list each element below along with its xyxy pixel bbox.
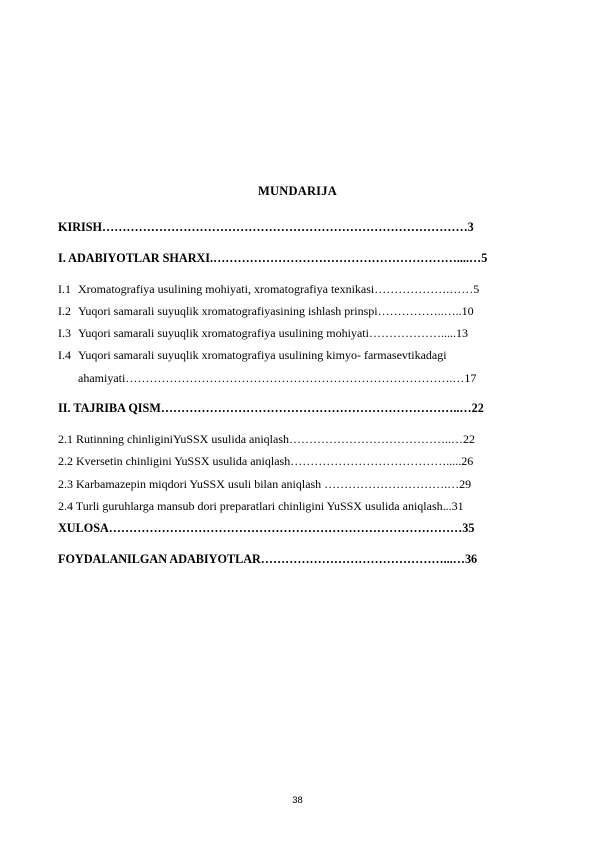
toc-entry-text: Xromatografiya usulining mohiyati, xromatografiya texnikasi……………….……5: [78, 282, 480, 296]
toc-entry-text: 2.1 Rutinning chinliginiYuSSX usulida aniqlash…………………………………..…22: [58, 432, 476, 446]
toc-entry-text: 2.2 Kversetin chinligini YuSSX usulida aniqlash………………………………….....26: [58, 454, 474, 468]
toc-entry-adabiyotlar-sharxi: [58, 250, 487, 266]
toc-entry-1-4: [58, 347, 447, 363]
toc-entry-2-1: [58, 431, 475, 447]
toc-entry-1-2: [58, 303, 474, 319]
toc-entry-text: Yuqori samarali suyuqlik xromatografiyasining ishlash prinspi……………..…..10: [78, 304, 474, 318]
toc-entry-text: 2.3 Karbamazepin miqdori YuSSX usuli bilan aniqlash ………………………….…29: [58, 477, 472, 491]
toc-entry-text: KIRISH………………………………………………………………………………3: [58, 220, 474, 234]
toc-entry-text: XULOSA……………………………………………………………………………35: [58, 521, 475, 535]
toc-entry-2-4: [58, 498, 464, 514]
toc-title: MUNDARIJA: [258, 184, 337, 198]
toc-entry-text: ahamiyati……………………………………………………………………….…17: [78, 371, 477, 385]
toc-entry-foydalanilgan-adabiyotlar: [58, 551, 477, 567]
toc-entry-number: I.1: [58, 282, 71, 296]
toc-entry-1-3: [58, 325, 468, 341]
page-number: 38: [292, 795, 303, 806]
toc-entry-text: Yuqori samarali suyuqlik xromatografiya usulining kimyo- farmasevtikadagi: [78, 348, 447, 362]
toc-entry-number: I.3: [58, 326, 71, 340]
toc-entry-text: 2.4 Turli guruhlarga mansub dori preparatlari chinligini YuSSX usulida aniqlash...31: [58, 499, 464, 513]
toc-entry-number: I.2: [58, 304, 71, 318]
toc-entry-number: I.4: [58, 348, 71, 362]
toc-entry-2-3: [58, 476, 471, 492]
toc-entry-1-4-continuation: [78, 370, 476, 386]
toc-entry-2-2: [58, 453, 473, 469]
toc-entry-1-1: [58, 281, 479, 297]
toc-entry-kirish: [58, 219, 474, 235]
toc-entry-text: II. TAJRIBA QISM………………………………………………………………..…22: [58, 401, 484, 415]
toc-entry-text: Yuqori samarali suyuqlik xromatografiya usulining mohiyati……………….....13: [78, 326, 468, 340]
toc-entry-text: I. ADABIYOTLAR SHARXI.……………………………………………………....…5: [58, 251, 488, 265]
toc-entry-text: FOYDALANILGAN ADABIYOTLAR………………………………………...…36: [58, 552, 478, 566]
toc-entry-tajriba-qism: [58, 400, 484, 416]
toc-entry-xulosa: [58, 520, 474, 536]
